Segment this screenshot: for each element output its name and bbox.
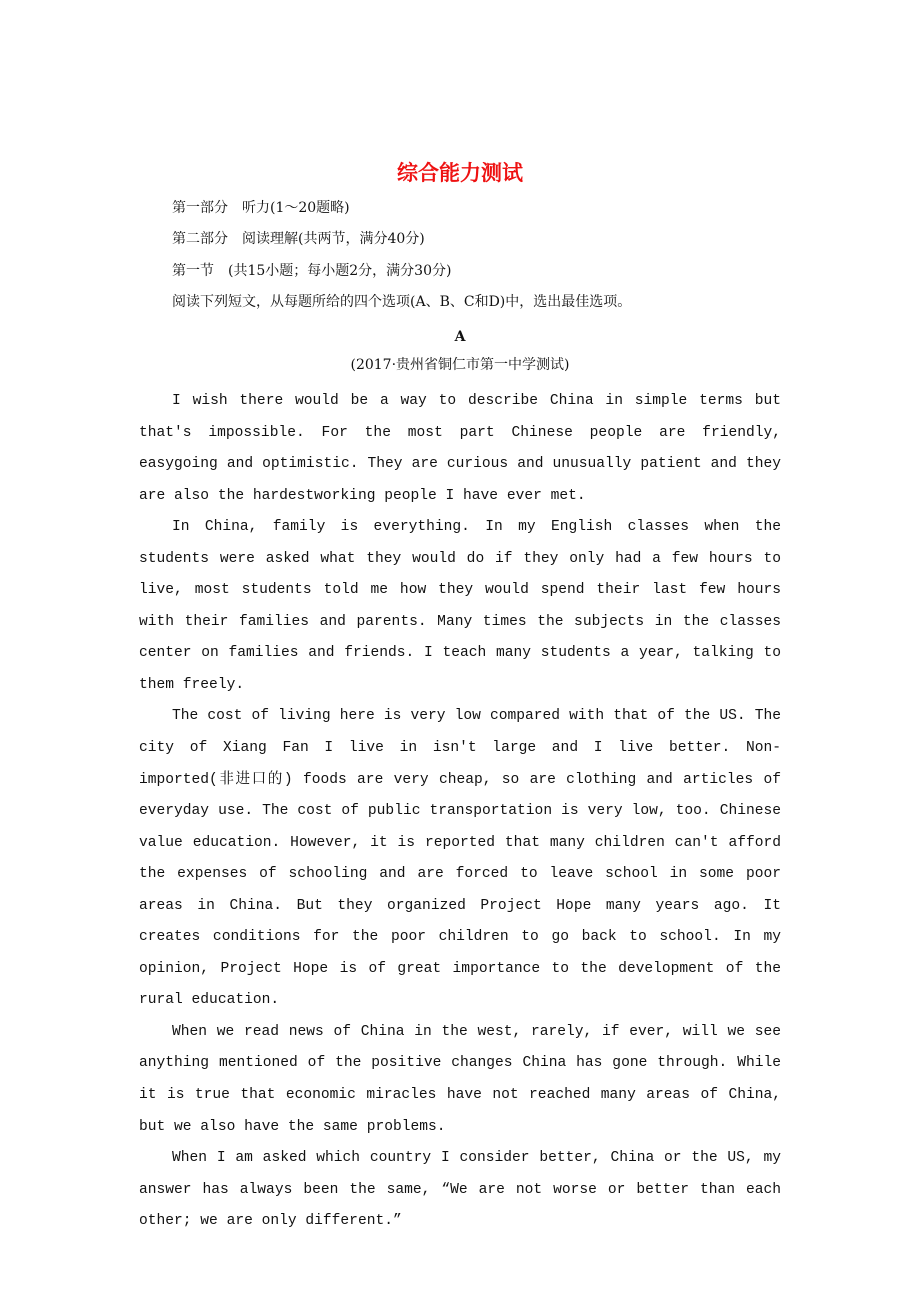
part-one-heading: 第一部分 听力(1～20题略) — [172, 200, 350, 216]
passage-letter: A — [454, 329, 466, 345]
paragraph: When we read news of China in the west, rarely, if ever, will we see anything mentioned of the positive changes China has gone through. While it is true that economic miracles have not reached many areas of China, but we also have the same problems. — [139, 1023, 781, 1135]
passage-source: (2017·贵州省铜仁市第一中学测试) — [350, 357, 570, 373]
paragraph: The cost of living here is very low compared with that of the US. The city of Xiang Fan I live in isn't large and I live better. Non-imported(非进口的) foods are very cheap, so are clothing and articles of everyday use. The cost of public transportation is very low, too. Chinese value education. However, it is reported that many children can't afford the expenses of schooling and are forced to leave school in some poor areas in China. But they organized Project Hope many years ago. It creates conditions for the poor children to go back to school. In my opinion, Project Hope is of great importance to the development of the rural education. — [139, 708, 781, 1009]
paragraph: I wish there would be a way to describe China in simple terms but that's impossible. For the most part Chinese people are friendly, easygoing and optimistic. They are curious and unusually patient and they are also the hardestworking people I have ever met. — [139, 393, 781, 504]
section-one-heading: 第一节 (共15小题；每小题2分，满分30分) — [172, 263, 452, 279]
passage-body — [139, 386, 781, 1238]
paragraph: In China, family is everything. In my English classes when the students were asked what they would do if they only had a few hours to live, most students told me how they would spend their last few hours with their families and parents. Many times the subjects in the classes center on families and friends. I teach many students a year, talking to them freely. — [139, 519, 781, 693]
part-two-heading: 第二部分 阅读理解(共两节，满分40分) — [172, 231, 425, 247]
document-title: 综合能力测试 — [397, 161, 523, 185]
instructions: 阅读下列短文，从每题所给的四个选项(A、B、C和D)中，选出最佳选项。 — [172, 294, 632, 310]
paragraph: When I am asked which country I consider better, China or the US, my answer has always been the same, “We are not worse or better than each other; we are only different.” — [139, 1150, 781, 1230]
